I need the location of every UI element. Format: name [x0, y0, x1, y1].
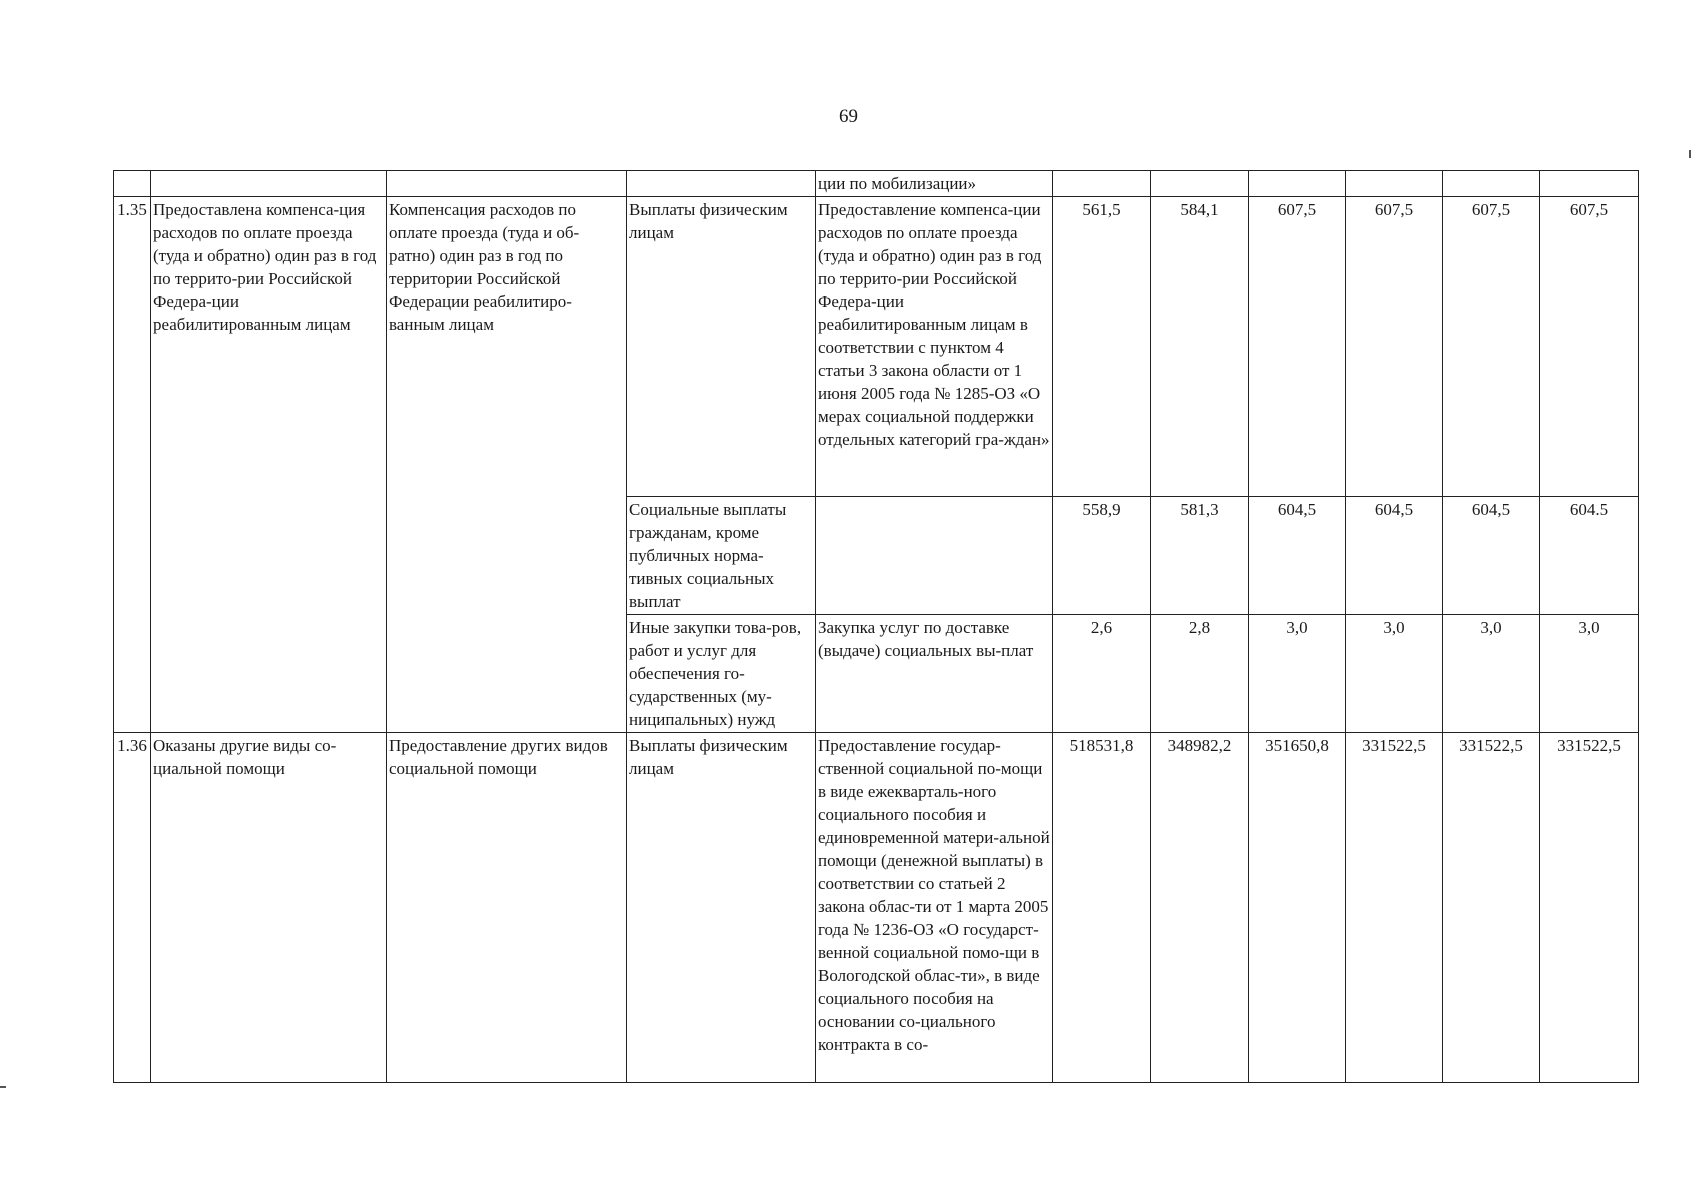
value-cell: 558,9 — [1053, 497, 1151, 615]
value-cell: 331522,5 — [1540, 733, 1639, 1083]
cell-empty — [627, 171, 816, 197]
measure-cell: Компенсация расходов по оплате проезда (туда и об-ратно) один раз в год по территории Российской Федерации реабилитиро-ванным лицам — [387, 197, 627, 733]
page-number: 69 — [839, 106, 858, 127]
expense-type-cell: Социальные выплаты гражданам, кроме публичных норма-тивных социальных выплат — [627, 497, 816, 615]
basis-cell: Закупка услуг по доставке (выдаче) социальных вы-плат — [816, 615, 1053, 733]
cell-empty — [1346, 171, 1443, 197]
value-cell: 351650,8 — [1249, 733, 1346, 1083]
expense-type-cell: Выплаты физическим лицам — [627, 197, 816, 497]
continuation-row — [114, 171, 1639, 197]
value-cell: 607,5 — [1540, 197, 1639, 497]
value-cell: 604,5 — [1443, 497, 1540, 615]
value-cell: 2,8 — [1151, 615, 1249, 733]
basis-cell: Предоставление компенса-ции расходов по оплате проезда (туда и обратно) один раз в год по террито-рии Российской Федера-ции реабилитированным лицам в соответствии с пунктом 4 статьи 3 закона области от 1 июня 2005 года № 1285-ОЗ «О мерах социальной поддержки отдельных категорий гра-ждан» — [816, 197, 1053, 497]
value-cell: 604.5 — [1540, 497, 1639, 615]
value-cell: 561,5 — [1053, 197, 1151, 497]
result-cell: Предоставлена компенса-ция расходов по оплате проезда (туда и обратно) один раз в год по террито-рии Российской Федера-ции реабилитированным лицам — [151, 197, 387, 733]
value-cell: 3,0 — [1443, 615, 1540, 733]
cell-empty — [151, 171, 387, 197]
value-cell: 604,5 — [1346, 497, 1443, 615]
value-cell: 581,3 — [1151, 497, 1249, 615]
basis-cell: Предоставление государ-ственной социальной по-мощи в виде ежекварталь-ного социального пособия и единовременной матери-альной помощи (денежной выплаты) в соответствии со статьей 2 закона облас-ти от 1 марта 2005 года № 1236-ОЗ «О государст-венной социальной помо-щи в Вологодской облас-ти», в виде социального пособия на основании со-циального контракта в со- — [816, 733, 1053, 1083]
budget-table — [113, 170, 1639, 1083]
value-cell: 518531,8 — [1053, 733, 1151, 1083]
cell-empty — [1443, 171, 1540, 197]
value-cell: 348982,2 — [1151, 733, 1249, 1083]
measure-cell: Предоставление других видов социальной помощи — [387, 733, 627, 1083]
value-cell: 3,0 — [1540, 615, 1639, 733]
cell-empty — [1151, 171, 1249, 197]
cell-empty — [387, 171, 627, 197]
value-cell: 3,0 — [1346, 615, 1443, 733]
value-cell: 607,5 — [1249, 197, 1346, 497]
cell-empty — [1053, 171, 1151, 197]
cell-empty — [114, 171, 151, 197]
continuation-text: ции по мобилизации» — [816, 171, 1053, 197]
table-row — [114, 733, 1639, 1083]
table-row — [114, 197, 1639, 497]
value-cell: 607,5 — [1443, 197, 1540, 497]
value-cell: 584,1 — [1151, 197, 1249, 497]
expense-type-cell: Выплаты физическим лицам — [627, 733, 816, 1083]
expense-type-cell: Иные закупки това-ров, работ и услуг для обеспечения го-сударственных (му-ниципальных) нужд — [627, 615, 816, 733]
basis-cell — [816, 497, 1053, 615]
value-cell: 604,5 — [1249, 497, 1346, 615]
value-cell: 2,6 — [1053, 615, 1151, 733]
value-cell: 331522,5 — [1443, 733, 1540, 1083]
cell-empty — [1540, 171, 1639, 197]
result-cell: Оказаны другие виды со-циальной помощи — [151, 733, 387, 1083]
value-cell: 331522,5 — [1346, 733, 1443, 1083]
value-cell: 3,0 — [1249, 615, 1346, 733]
row-number: 1.36 — [114, 733, 151, 1083]
scan-edge-mark — [1689, 150, 1691, 158]
value-cell: 607,5 — [1346, 197, 1443, 497]
cell-empty — [1249, 171, 1346, 197]
row-number: 1.35 — [114, 197, 151, 733]
scan-edge-mark — [0, 1086, 6, 1088]
